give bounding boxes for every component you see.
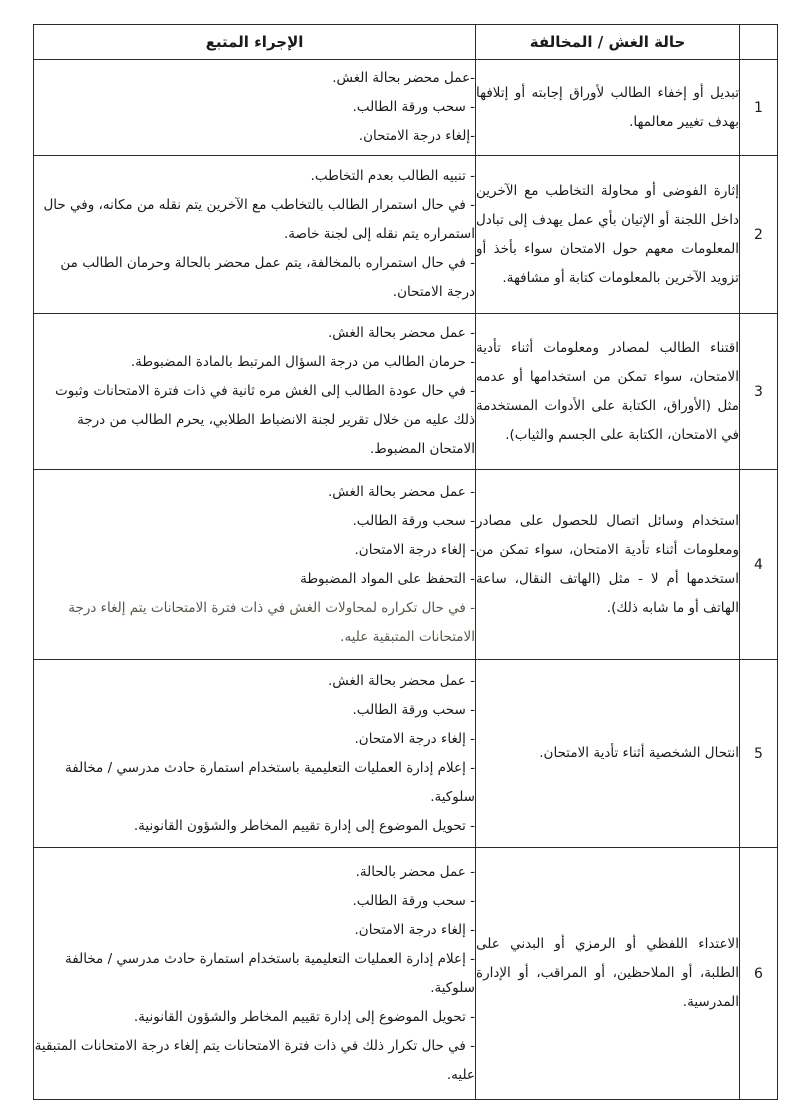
procedure-item: - سحب ورقة الطالب. xyxy=(352,892,475,909)
table-header-row xyxy=(34,25,778,60)
header-procedure: الإجراء المتبع xyxy=(34,25,476,60)
procedure-item: - في حال تكرار ذلك في ذات فترة الامتحانات يتم إلغاء درجة الامتحانات المتبقية عليه. xyxy=(34,1037,475,1083)
procedure-item: - إلغاء درجة الامتحان. xyxy=(354,730,475,747)
procedure-item: - إلغاء درجة الامتحان. xyxy=(354,921,475,938)
procedure-item: - تحويل الموضوع إلى إدارة تقييم المخاطر والشؤون القانونية. xyxy=(133,1008,475,1025)
procedure-item: - في حال عودة الطالب إلى الغش مره ثانية في ذات فترة الامتحانات وثبوت ذلك عليه من خلال تقرير لجنة الانضباط الطلابي، يحرم الطالب من درجة الامتحان المضبوط. xyxy=(55,383,475,457)
procedure-cell xyxy=(34,60,476,156)
violation-cell: اقتناء الطالب لمصادر ومعلومات أثناء تأدية الامتحان، سواء تمكن من استخدامها أو عدمه مثل (الأوراق، الكتابة على الأدوات المستخدمة في الامتحان، الكتابة على الجسم والثياب). xyxy=(476,314,740,470)
row-number: 5 xyxy=(740,660,778,848)
procedure-item: - في حال استمراره بالمخالفة، يتم عمل محضر بالحالة وحرمان الطالب من درجة الامتحان. xyxy=(60,255,475,300)
violation-cell: إثارة الفوضى أو محاولة التخاطب مع الآخرين داخل اللجنة أو الإتيان بأي عمل يهدف إلى تبادل المعلومات معهم حول الامتحان سواء بأخذ أو تزويد الآخرين بالمعلومات كتابة أو مشافهة. xyxy=(476,156,740,314)
row-number: 1 xyxy=(740,60,778,156)
procedure-cell xyxy=(34,470,476,660)
procedure-item: - سحب ورقة الطالب. xyxy=(352,701,475,718)
procedure-item: - في حال استمرار الطالب بالتخاطب مع الآخرين يتم نقله من مكانه، وفي حال استمراره يتم نقله إلى لجنة خاصة. xyxy=(43,197,475,242)
row-number: 4 xyxy=(740,470,778,660)
procedure-item: - تحويل الموضوع إلى إدارة تقييم المخاطر والشؤون القانونية. xyxy=(133,817,475,834)
table-row xyxy=(34,848,778,1100)
procedure-item: - حرمان الطالب من درجة السؤال المرتبط بالمادة المضبوطة. xyxy=(130,354,475,370)
procedure-cell xyxy=(34,156,476,314)
procedure-item: - إعلام إدارة العمليات التعليمية باستخدام استمارة حادث مدرسي / مخالفة سلوكية. xyxy=(65,759,475,805)
procedure-cell xyxy=(34,848,476,1100)
procedure-item: - سحب ورقة الطالب. xyxy=(352,512,475,529)
procedure-cell xyxy=(34,314,476,470)
procedure-item: - تنبيه الطالب بعدم التخاطب. xyxy=(310,168,475,184)
violations-table xyxy=(33,24,778,1100)
header-number xyxy=(740,25,778,60)
table-row xyxy=(34,156,778,314)
table-row xyxy=(34,470,778,660)
procedure-item: - سحب ورقة الطالب. xyxy=(352,99,475,115)
procedure-item: -إلغاء درجة الامتحان. xyxy=(358,128,475,144)
procedure-item: - عمل محضر بحالة الغش. xyxy=(327,672,475,689)
procedure-item: - عمل محضر بالحالة. xyxy=(355,863,475,880)
table-row xyxy=(34,660,778,848)
procedure-item: - عمل محضر بحالة الغش. xyxy=(327,483,475,500)
procedure-item: - إلغاء درجة الامتحان. xyxy=(354,541,475,558)
procedure-item: -عمل محضر بحالة الغش. xyxy=(332,70,475,86)
procedure-cell xyxy=(34,660,476,848)
header-violation: حالة الغش / المخالفة xyxy=(476,25,740,60)
violation-cell: انتحال الشخصية أثناء تأدية الامتحان. xyxy=(476,660,740,848)
violation-cell: الاعتداء اللفظي أو الرمزي أو البدني على الطلبة، أو الملاحظين، أو المراقب، أو الإدارة المدرسية. xyxy=(476,848,740,1100)
row-number: 3 xyxy=(740,314,778,470)
violation-cell: تبديل أو إخفاء الطالب لأوراق إجابته أو إتلافها بهدف تغيير معالمها. xyxy=(476,60,740,156)
row-number: 6 xyxy=(740,848,778,1100)
procedure-item: - إعلام إدارة العمليات التعليمية باستخدام استمارة حادث مدرسي / مخالفة سلوكية. xyxy=(65,950,475,996)
procedure-item: - التحفظ على المواد المضبوطة xyxy=(300,570,475,587)
violations-document xyxy=(34,24,778,1100)
violation-cell: استخدام وسائل اتصال للحصول على مصادر ومعلومات أثناء تأدية الامتحان، سواء تمكن من استخدمها أم لا - مثل (الهاتف النقال، ساعة الهاتف أو ما شابه ذلك). xyxy=(476,470,740,660)
table-row xyxy=(34,314,778,470)
procedure-item: - في حال تكراره لمحاولات الغش في ذات فترة الامتحانات يتم إلغاء درجة الامتحانات المتبقية عليه. xyxy=(68,599,475,645)
procedure-item: - عمل محضر بحالة الغش. xyxy=(327,325,475,341)
table-row xyxy=(34,60,778,156)
row-number: 2 xyxy=(740,156,778,314)
